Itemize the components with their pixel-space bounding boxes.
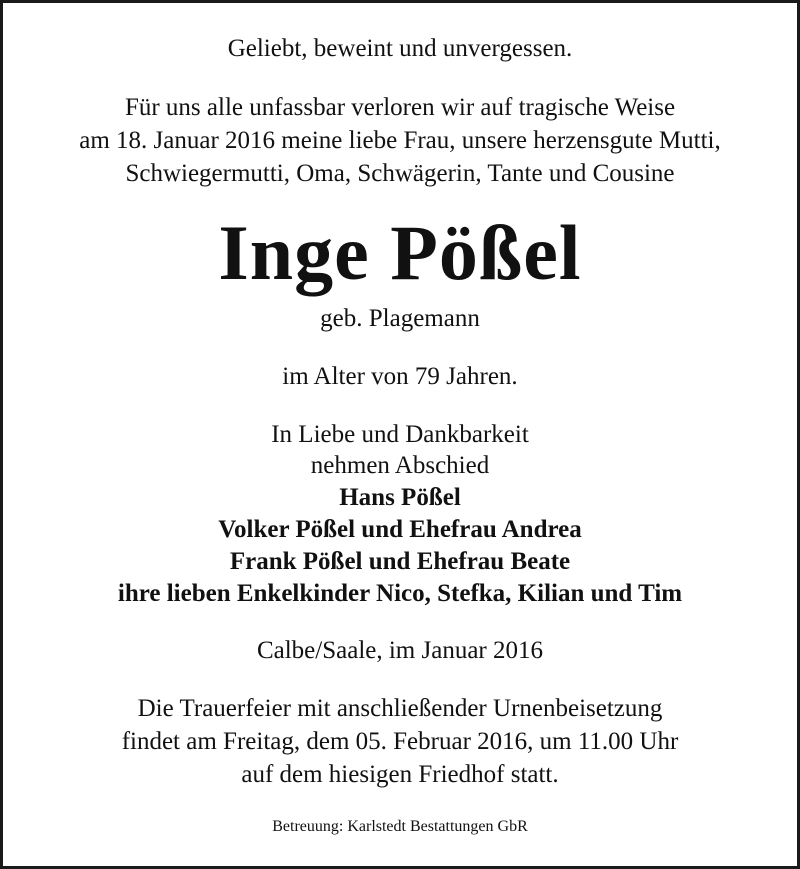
intro-line-1: Für uns alle unfassbar verloren wir auf tragische Weise xyxy=(124,94,676,121)
motto: Geliebt, beweint und unvergessen. xyxy=(227,35,573,62)
ceremony-line-2: findet am Freitag, dem 05. Februar 2016, um 11.00 Uhr xyxy=(121,728,679,755)
farewell-line-1: In Liebe und Dankbarkeit xyxy=(271,421,529,448)
place-date: Calbe/Saale, im Januar 2016 xyxy=(256,637,544,664)
farewell-line-2: nehmen Abschied xyxy=(310,452,490,479)
intro-line-2: am 18. Januar 2016 meine liebe Frau, unsere herzensgute Mutti, xyxy=(79,127,721,154)
mourner-1: Hans Pößel xyxy=(339,484,461,511)
deceased-name: Inge Pößel xyxy=(218,209,582,296)
ceremony-line-1: Die Trauerfeier mit anschließender Urnenbeisetzung xyxy=(137,695,663,722)
mourner-4: ihre lieben Enkelkinder Nico, Stefka, Kilian und Tim xyxy=(117,580,683,607)
mourner-2: Volker Pößel und Ehefrau Andrea xyxy=(218,516,582,543)
age-line: im Alter von 79 Jahren. xyxy=(282,363,518,390)
intro-line-3: Schwiegermutti, Oma, Schwägerin, Tante und Cousine xyxy=(125,160,675,187)
ceremony-line-3: auf dem hiesigen Friedhof statt. xyxy=(241,761,559,788)
mourner-3: Frank Pößel und Ehefrau Beate xyxy=(229,548,571,575)
undertaker-credit: Betreuung: Karlstedt Bestattungen GbR xyxy=(272,818,528,835)
birth-name: geb. Plagemann xyxy=(320,305,480,332)
